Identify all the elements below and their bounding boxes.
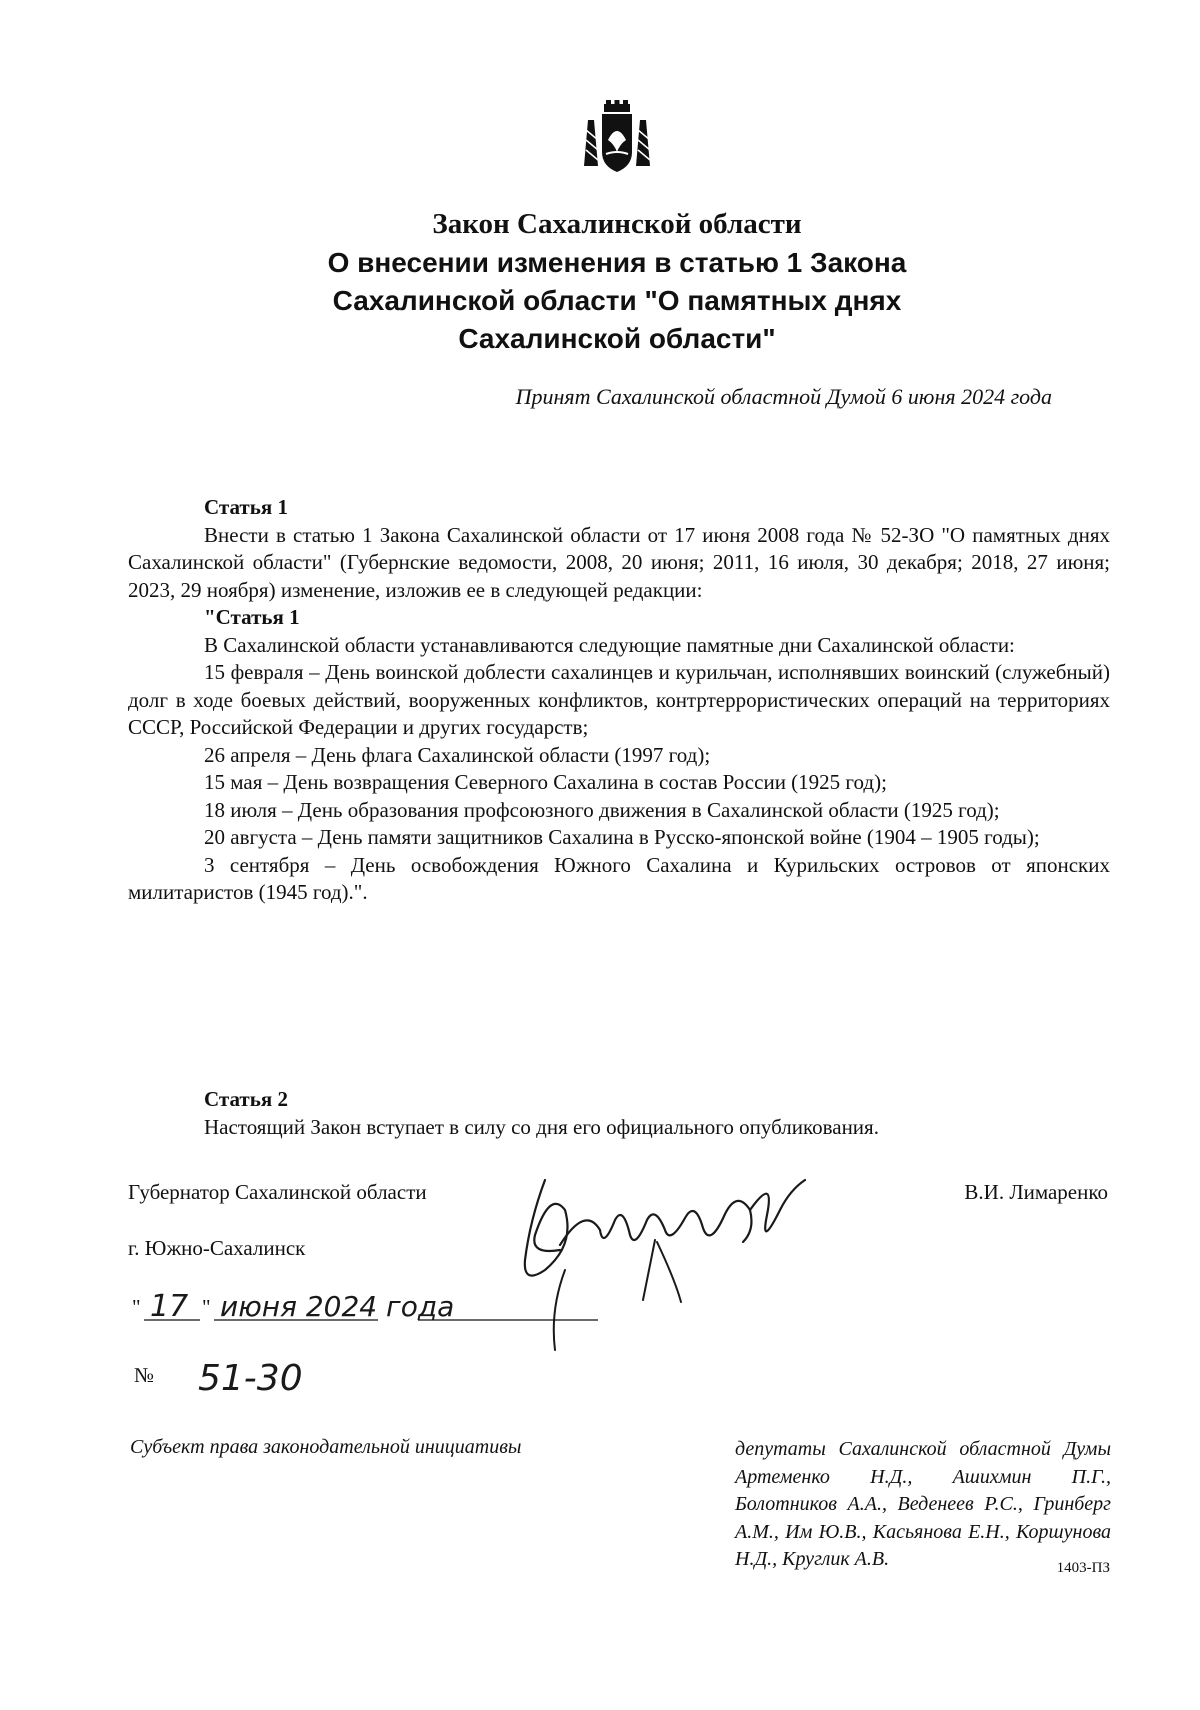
memorial-day-item: 15 февраля – День воинской доблести сахалинцев и курильчан, исполнявших воинский (служебный) долг в ходе боевых действий, вооруженных конфликтов, контртеррористических операций на территориях СССР, Российской Федерации и других государств;: [128, 660, 1110, 739]
initiative-label: Субъект права законодательной инициативы: [130, 1436, 522, 1458]
governor-signature: [505, 1150, 845, 1360]
adoption-note: Принят Сахалинской областной Думой 6 июня 2024 года: [515, 384, 1052, 409]
date-close-quote: ": [202, 1295, 211, 1319]
document-code: 1403-ПЗ: [1056, 1560, 1110, 1576]
law-subtitle-line: Сахалинской области": [458, 323, 776, 354]
number-value-handwritten: 51-30: [198, 1358, 303, 1399]
law-subtitle: [0, 244, 1200, 358]
law-number: [128, 1348, 428, 1400]
law-subtitle-line: Сахалинской области "О памятных днях: [332, 285, 902, 316]
article-1: [128, 494, 1110, 907]
memorial-day-item: 15 мая – День возвращения Северного Сахалина в состав России (1925 год);: [204, 770, 887, 794]
governor-label: Губернатор Сахалинской области: [128, 1180, 427, 1204]
date-rest-handwritten: июня 2024 года: [220, 1290, 455, 1323]
signing-city: г. Южно-Сахалинск: [128, 1236, 306, 1260]
law-title: Закон Сахалинской области: [432, 208, 802, 240]
memorial-day-item: 20 августа – День памяти защитников Сахалина в Русско-японской войне (1904 – 1905 годы);: [204, 825, 1040, 849]
memorial-day-item: 26 апреля – День флага Сахалинской области (1997 год);: [204, 742, 711, 767]
coat-of-arms-emblem: [580, 100, 654, 176]
article-2-heading: Статья 2: [204, 1087, 288, 1111]
memorial-day-item: 3 сентября – День освобождения Южного Сахалина и Курильских островов от японских милитаристов (1945 год).".: [128, 852, 1110, 904]
initiative-deputies: депутаты Сахалинской областной Думы Артеменко Н.Д., Ашихмин П.Г., Болотников А.А., Веденеев Р.С., Гринберг А.М., Им Ю.В., Касьянова Е.Н., Коршунова Н.Д., Круглик А.В.: [735, 1438, 1111, 1570]
article-1-heading: Статья 1: [204, 495, 288, 519]
governor-name: В.И. Лимаренко: [964, 1180, 1108, 1204]
number-sign: №: [134, 1363, 155, 1387]
article-2: [128, 1086, 1110, 1141]
memorial-day-item: 18 июля – День образования профсоюзного движения в Сахалинской области (1925 год);: [204, 797, 1000, 822]
article-2-text: Настоящий Закон вступает в силу со дня его официального опубликования.: [204, 1114, 879, 1139]
date-open-quote: ": [132, 1295, 141, 1319]
article-1-intro: Внести в статью 1 Закона Сахалинской области от 17 июня 2008 года № 52-ЗО "О памятных днях Сахалинской области" (Губернские ведомости, 2008, 20 июня; 2011, 16 июля, 30 декабря; 2018, 27 июня; 2023, 29 ноября) изменение, изложив ее в следующей редакции:: [128, 522, 1110, 602]
quoted-article-heading: "Статья 1: [204, 605, 300, 629]
law-subtitle-line: О внесении изменения в статью 1 Закона: [327, 247, 907, 278]
quoted-article-intro: В Сахалинской области устанавливаются следующие памятные дни Сахалинской области:: [204, 632, 1015, 657]
signing-date: [128, 1284, 598, 1326]
date-day-handwritten: 17: [150, 1289, 189, 1324]
